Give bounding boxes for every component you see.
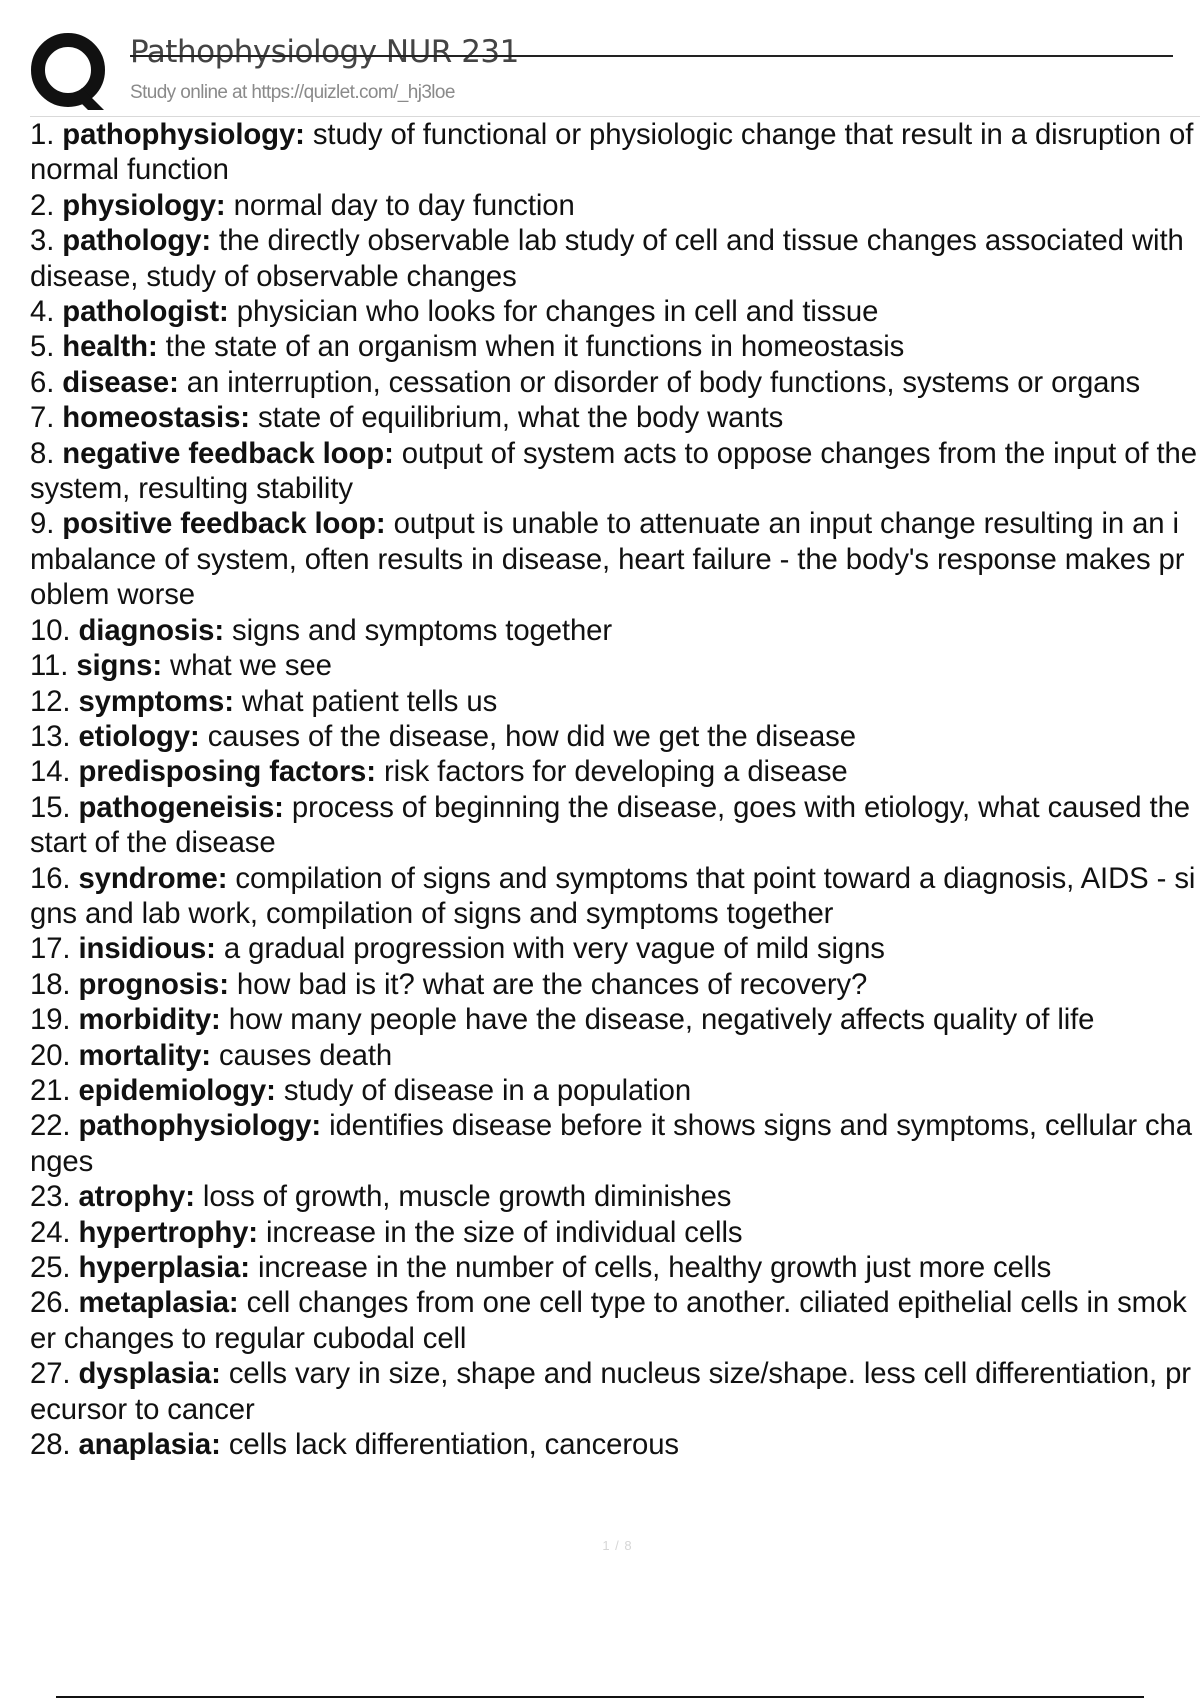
term-name: syndrome: [78,861,228,895]
term-item [30,1073,1200,1108]
term-name: mortality: [78,1038,211,1072]
term-item [30,719,1200,754]
term-item [30,967,1200,1002]
term-number: 7. [30,401,55,435]
term-definition: normal day to day function [233,188,575,222]
quizlet-logo-icon [30,32,110,112]
term-number: 15. [30,790,71,824]
term-name: signs: [76,649,162,683]
term-item [30,117,1200,188]
term-definition: cells vary in size, shape and nucleus size/shape. less cell differentiation, precursor to cancer [30,1357,1191,1426]
footer-rule [56,1696,1144,1698]
term-item [30,1356,1200,1427]
term-number: 16. [30,861,71,895]
term-item [30,1179,1200,1214]
term-number: 22. [30,1109,71,1143]
term-number: 3. [30,224,55,258]
term-name: negative feedback loop: [62,436,394,470]
term-number: 11. [30,649,69,683]
term-item [30,754,1200,789]
term-number: 24. [30,1215,71,1249]
term-name: anaplasia: [78,1428,221,1462]
term-item [30,1108,1200,1179]
term-item [30,861,1200,932]
term-name: hyperplasia: [78,1251,250,1284]
term-item [30,400,1200,435]
term-definition: compilation of signs and symptoms that point toward a diagnosis, AIDS - signs and lab work, compilation of signs and symptoms together [30,861,1196,930]
term-item [30,188,1200,223]
term-number: 20. [30,1038,71,1072]
term-item [30,329,1200,364]
title-rule [130,55,1173,57]
term-number: 2. [30,188,55,222]
term-item [30,613,1200,648]
term-item [30,1002,1200,1037]
term-item [30,294,1200,329]
term-number: 9. [30,507,55,541]
term-number: 19. [30,1003,71,1037]
term-name: pathophysiology: [78,1109,322,1143]
term-definition: cell changes from one cell type to another. ciliated epithelial cells in smoker changes to regular cubodal cell [30,1286,1187,1355]
term-number: 8. [30,436,55,470]
term-item [30,1215,1200,1250]
term-name: metaplasia: [78,1286,239,1320]
term-definition: signs and symptoms together [232,613,613,647]
term-item [30,684,1200,719]
term-name: homeostasis: [62,401,250,435]
term-number: 10. [30,613,71,647]
term-definition: study of disease in a population [283,1073,692,1107]
term-definition: the state of an organism when it functions in homeostasis [165,330,905,364]
term-number: 23. [30,1180,71,1214]
term-item [30,648,1200,683]
term-name: prognosis: [78,967,229,1001]
term-item [30,365,1200,400]
term-number: 6. [30,365,55,399]
term-name: disease: [62,365,179,399]
term-number: 13. [30,719,71,753]
term-definition: process of beginning the disease, goes with etiology, what caused the start of the disease [30,790,1190,860]
term-definition: increase in the number of cells, healthy growth just more cells [257,1251,1052,1284]
term-definition: output is unable to attenuate an input change resulting in an imbalance of system, often results in disease, heart failure - the body's response makes problem worse [30,507,1185,612]
term-name: hypertrophy: [78,1215,258,1249]
term-definition: cells lack differentiation, cancerous [228,1428,679,1462]
term-number: 21. [30,1073,71,1107]
term-list [30,117,1200,1462]
term-definition: output of system acts to oppose changes from the input of the system, resulting stability [30,436,1197,506]
page-number: 1 / 8 [602,1538,633,1553]
term-number: 28. [30,1428,71,1462]
term-name: atrophy: [78,1180,195,1214]
term-number: 12. [30,684,71,718]
term-name: symptoms: [78,684,234,718]
term-number: 17. [30,932,71,966]
term-item [30,1250,1200,1285]
term-item [30,436,1200,507]
page-header [30,28,1200,118]
term-name: diagnosis: [78,613,224,647]
term-definition: the directly observable lab study of cell and tissue changes associated with disease, study of observable changes [30,224,1184,293]
term-name: pathology: [62,224,211,258]
term-number: 1. [30,118,55,151]
term-definition: increase in the size of individual cells [266,1215,743,1249]
term-name: pathophysiology: [62,118,305,151]
term-definition: study of functional or physiologic change that result in a disruption of normal function [30,118,1194,187]
term-definition: what patient tells us [241,684,498,718]
term-number: 5. [30,330,55,364]
term-number: 27. [30,1357,71,1391]
study-online-link[interactable]: Study online at https://quizlet.com/_hj3loe [130,82,455,103]
term-definition: identifies disease before it shows signs and symptoms, cellular changes [30,1109,1192,1178]
term-definition: physician who looks for changes in cell and tissue [236,295,879,329]
term-name: pathologist: [62,295,229,329]
term-number: 25. [30,1251,71,1284]
term-name: insidious: [78,932,216,966]
term-definition: causes of the disease, how did we get the disease [207,719,856,753]
term-number: 26. [30,1286,71,1320]
term-name: etiology: [78,719,200,753]
term-item [30,223,1200,294]
term-definition: loss of growth, muscle growth diminishes [202,1180,732,1214]
term-name: predisposing factors: [78,755,376,789]
term-item [30,1038,1200,1073]
term-name: epidemiology: [78,1073,276,1107]
term-item [30,1427,1200,1462]
term-definition: causes death [219,1038,393,1072]
term-number: 4. [30,295,55,329]
term-item [30,931,1200,966]
term-definition: state of equilibrium, what the body wants [258,401,784,435]
term-number: 14. [30,755,71,789]
term-item [30,790,1200,861]
term-name: health: [62,330,158,364]
term-definition: an interruption, cessation or disorder of body functions, systems or organs [186,365,1141,399]
term-number: 18. [30,967,71,1001]
term-definition: what we see [170,649,332,683]
term-item [30,506,1200,612]
term-item [30,1285,1200,1356]
term-definition: a gradual progression with very vague of mild signs [223,932,885,966]
term-name: positive feedback loop: [62,507,386,541]
term-definition: how many people have the disease, negatively affects quality of life [228,1003,1095,1037]
term-definition: risk factors for developing a disease [383,755,848,789]
term-name: morbidity: [78,1003,221,1037]
document-title: Pathophysiology NUR 231 [130,34,519,70]
term-name: pathogeneisis: [78,790,284,824]
term-name: physiology: [62,188,226,222]
term-definition: how bad is it? what are the chances of recovery? [236,967,868,1001]
term-name: dysplasia: [78,1357,221,1391]
